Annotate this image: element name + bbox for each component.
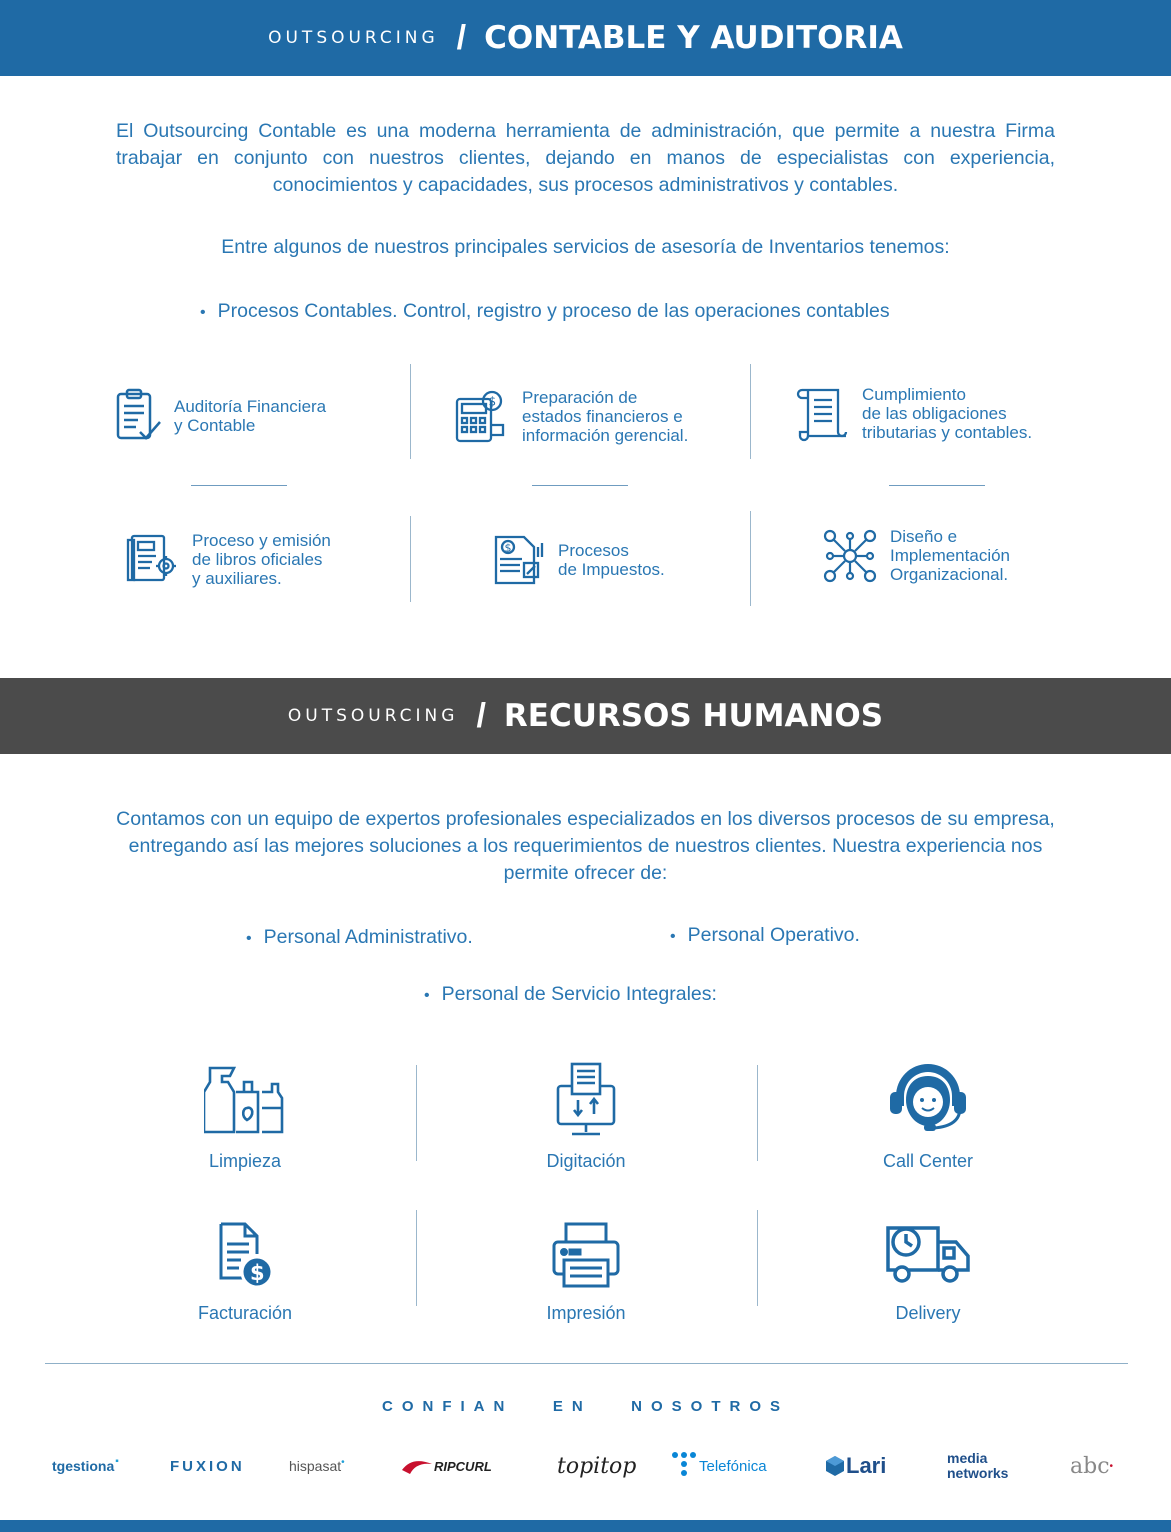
divider [416, 1065, 417, 1161]
bullet-dot: • [424, 987, 430, 1004]
logo-abc [1070, 1448, 1113, 1484]
services-intro: Entre algunos de nuestros principales servicios de asesoría de Inventarios tenemos: [221, 236, 950, 258]
delivery-truck-icon [884, 1220, 972, 1290]
service-label: Diseño e Implementación Organizacional. [890, 527, 1011, 584]
service-preparacion [454, 388, 688, 445]
logo-text: Telefónica [699, 1457, 767, 1475]
computer-document-icon [554, 1062, 618, 1138]
service-label: Cumplimiento de las obligaciones tributarias y contables. [862, 384, 1033, 442]
bullet-text: Personal Operativo. [687, 924, 860, 946]
divider [410, 516, 411, 602]
logo-text: abc [1070, 1453, 1110, 1479]
bullet-dot: • [670, 928, 676, 945]
logo-text: FUXION [170, 1457, 245, 1475]
bullet-text: Personal de Servicio Integrales: [441, 983, 717, 1005]
telefonica-dots-icon [671, 1451, 699, 1481]
divider [750, 364, 751, 459]
service-label: Preparación de estados financieros e información gerencial. [522, 388, 689, 445]
logo-media-networks [947, 1448, 1027, 1484]
svg-text:$: $ [488, 394, 497, 408]
service-limpieza [145, 1062, 345, 1172]
short-divider [532, 485, 628, 486]
svg-text:$: $ [504, 541, 512, 555]
lari-cube-icon [824, 1454, 846, 1478]
service-diseno [822, 527, 1010, 584]
service-label: Delivery [895, 1303, 961, 1323]
banner-slash: / [476, 696, 486, 735]
svg-text:$: $ [250, 1261, 265, 1285]
section-banner-contable [0, 0, 1171, 76]
trust-divider [45, 1363, 1128, 1364]
divider [757, 1065, 758, 1161]
service-auditoria [114, 388, 326, 444]
service-impuestos [492, 533, 665, 587]
bullet-text: Procesos Contables. Control, registro y proceso de las operaciones contables [217, 300, 890, 322]
printer-icon [550, 1220, 622, 1290]
short-divider [191, 485, 287, 486]
client-logos [0, 1448, 1171, 1484]
rrhh-intro: Contamos con un equipo de expertos profesionales especializados en los diversos procesos de su empresa, entregando así las mejores soluciones a los requerimientos de nuestros clientes. Nuestra experiencia nos permite ofrecer de: [116, 808, 1055, 884]
tax-document-icon [492, 533, 546, 587]
banner-big-title: CONTABLE Y AUDITORIA [484, 20, 903, 56]
service-label: Proceso y emisión de libros oficiales y auxiliares. [192, 531, 331, 588]
logo-tgestiona [52, 1448, 119, 1484]
logo-mark: ▪ [115, 1455, 119, 1467]
logo-telefonica [671, 1448, 767, 1484]
bullet-dot: • [200, 304, 206, 321]
bullet-text: Personal Administrativo. [263, 926, 473, 948]
banner-big-title: RECURSOS HUMANOS [503, 698, 884, 734]
scroll-icon [796, 384, 850, 442]
service-label: Call Center [882, 1151, 974, 1171]
rrhh-bullet [424, 983, 717, 1006]
section-banner-rrhh [0, 678, 1171, 754]
logo-text: media networks [947, 1450, 1009, 1481]
service-delivery [828, 1220, 1028, 1324]
logo-text: RIPCURL [434, 1458, 492, 1474]
logo-lari [824, 1448, 886, 1484]
logo-text: hispasat [289, 1458, 342, 1474]
service-callcenter [828, 1062, 1028, 1172]
service-label: Procesos de Impuestos. [558, 541, 665, 579]
ripcurl-wave-icon [400, 1456, 434, 1476]
logo-text: tgestiona [52, 1458, 115, 1474]
clipboard-check-icon [114, 388, 162, 444]
service-impresion [486, 1220, 686, 1324]
service-label: Facturación [197, 1303, 293, 1323]
service-cumplimiento [796, 384, 1032, 442]
cleaning-products-icon [204, 1062, 286, 1138]
banner-slash: / [456, 18, 467, 57]
logo-text: topitop [557, 1453, 637, 1479]
divider [750, 511, 751, 606]
logo-topitop [557, 1448, 636, 1484]
logo-hispasat [289, 1448, 345, 1484]
network-icon [822, 528, 878, 584]
banner-small-title: OUTSOURCING [268, 28, 439, 48]
service-label: Limpieza [208, 1151, 282, 1171]
service-label: Impresión [546, 1303, 626, 1323]
divider [757, 1210, 758, 1306]
invoice-dollar-icon [213, 1220, 277, 1290]
trust-title: CONFIAN EN NOSOTROS [381, 1398, 789, 1415]
service-label: Digitación [546, 1151, 626, 1171]
logo-fuxion [170, 1448, 245, 1484]
service-digitacion [486, 1062, 686, 1172]
short-divider [889, 485, 985, 486]
service-label: Auditoría Financiera y Contable [174, 397, 327, 435]
logo-ripcurl [400, 1448, 492, 1484]
document-gear-icon [126, 532, 180, 588]
headset-agent-icon [888, 1062, 968, 1138]
logo-mark: • [1109, 1460, 1114, 1472]
calculator-icon [454, 389, 510, 445]
footer-bar [0, 1520, 1171, 1532]
contable-intro: El Outsourcing Contable es una moderna herramienta de administración, que permite a nuestra Firma trabajar en conjunto con nuestros clientes, dejando en manos de especialistas con experiencia, conocimientos y capacidades, sus procesos administrativos y contables. [116, 120, 1055, 196]
rrhh-bullet [670, 924, 860, 947]
logo-text: Lari [846, 1453, 887, 1478]
divider [410, 364, 411, 459]
bullet-dot: • [246, 930, 252, 947]
logo-mark: • [341, 1456, 345, 1468]
service-facturacion [145, 1220, 345, 1324]
divider [416, 1210, 417, 1306]
contable-bullet [200, 300, 890, 323]
banner-small-title: OUTSOURCING [287, 706, 459, 726]
service-libros [126, 531, 331, 588]
rrhh-bullet [246, 926, 473, 949]
